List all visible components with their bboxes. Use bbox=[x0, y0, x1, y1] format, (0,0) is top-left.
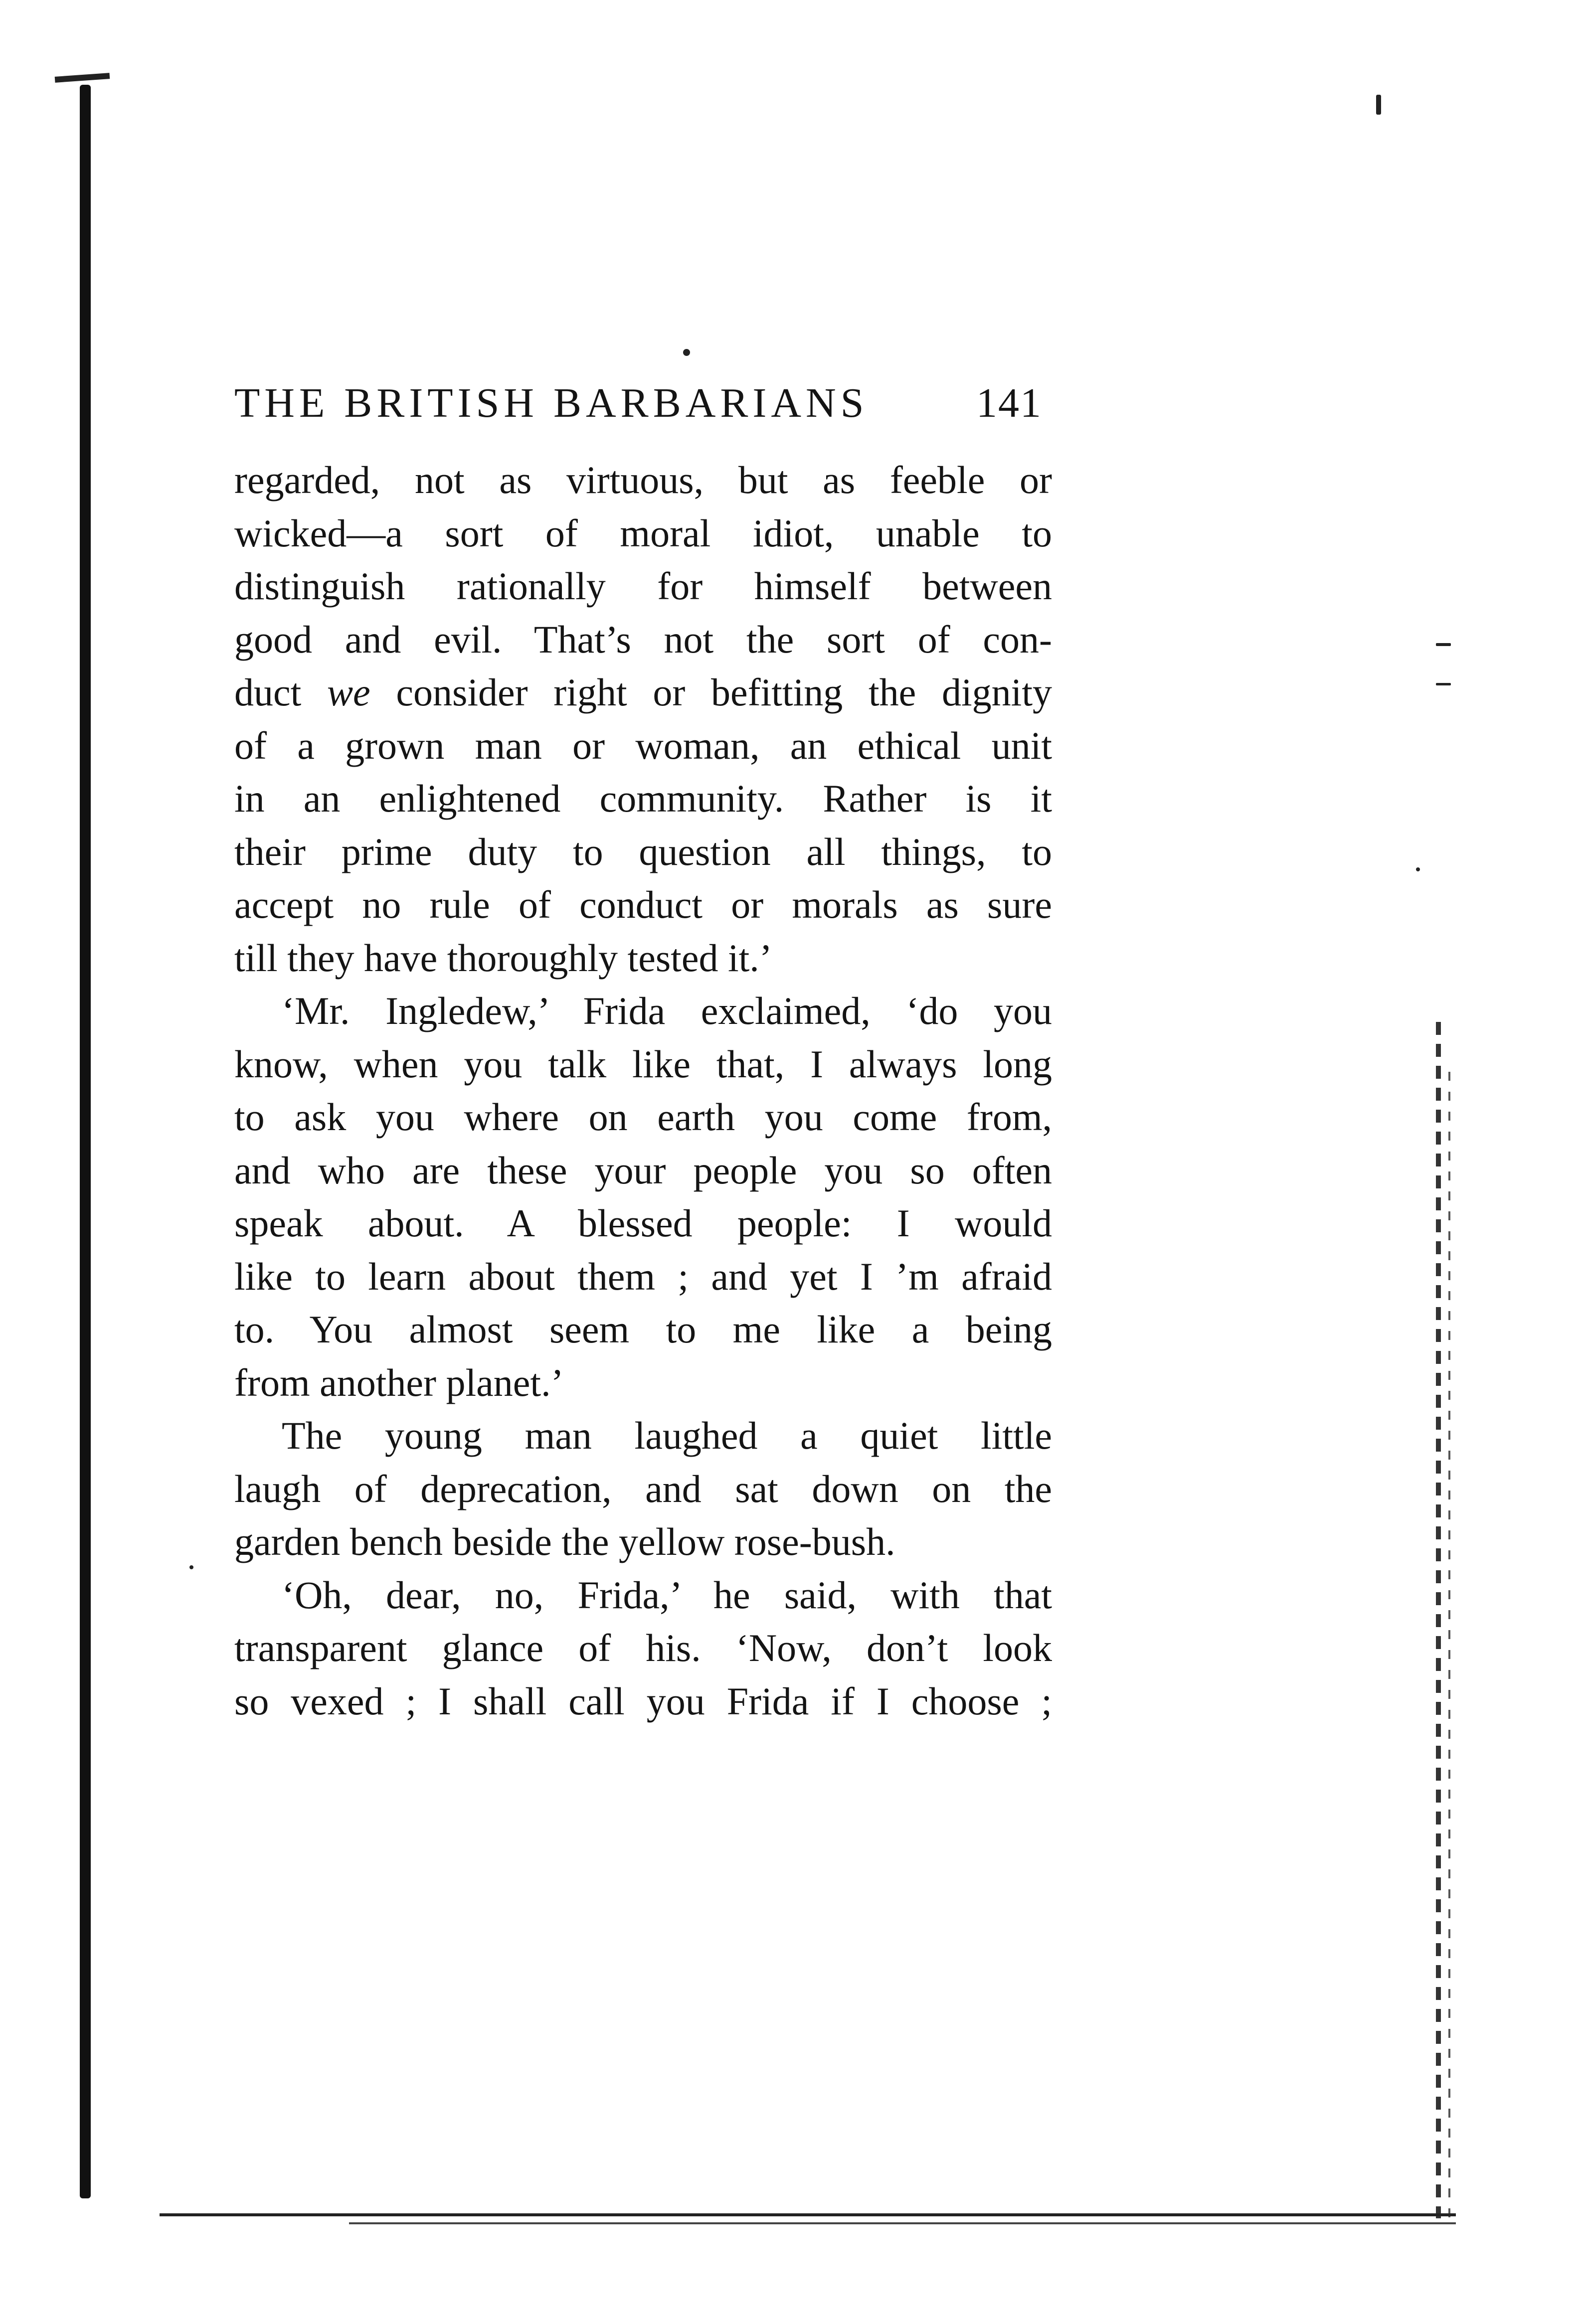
bottom-edge-rule bbox=[160, 2213, 1456, 2216]
text-line: wicked—a sort of moral idiot, unable to bbox=[234, 511, 1052, 555]
scan-speck bbox=[1436, 683, 1451, 685]
page-number: 141 bbox=[976, 380, 1042, 426]
text-line: their prime duty to question all things, to bbox=[234, 830, 1052, 873]
text-line: laugh of deprecation, and sat down on the bbox=[234, 1467, 1052, 1510]
text-line: know, when you talk like that, I always long bbox=[234, 1042, 1052, 1086]
body-text bbox=[234, 454, 1052, 1728]
text-fragment: duct bbox=[234, 670, 302, 714]
binding-edge-mark bbox=[55, 73, 110, 83]
text-line: and who are these your people you so often bbox=[234, 1148, 1052, 1192]
running-head bbox=[234, 379, 1042, 427]
text-line: transparent glance of his. ‘Now, don’t look bbox=[234, 1626, 1052, 1669]
scan-speck bbox=[189, 1565, 193, 1569]
text-line: distinguish rationally for himself between bbox=[234, 564, 1052, 608]
text-line: of a grown man or woman, an ethical unit bbox=[234, 723, 1052, 767]
binding-edge-rule bbox=[80, 85, 91, 2198]
text-line: good and evil. That’s not the sort of con- bbox=[234, 617, 1052, 661]
text-line: from another planet.’ bbox=[234, 1360, 564, 1404]
text-line: speak about. A blessed people: I would bbox=[234, 1201, 1052, 1245]
text-line: regarded, not as virtuous, but as feeble or bbox=[234, 458, 1052, 501]
running-head-title: THE BRITISH BARBARIANS bbox=[234, 380, 869, 426]
text-line: to ask you where on earth you come from, bbox=[234, 1095, 1052, 1139]
text-line: to. You almost seem to me like a being bbox=[234, 1308, 1052, 1351]
scan-speck bbox=[683, 349, 690, 356]
text-line: garden bench beside the yellow rose-bush. bbox=[234, 1520, 895, 1563]
page-edge-artifact-secondary bbox=[1448, 1072, 1450, 2218]
bottom-edge-rule-secondary bbox=[349, 2222, 1456, 2224]
scan-speck bbox=[1436, 643, 1451, 646]
text-line bbox=[234, 666, 1052, 719]
text-line: till they have thoroughly tested it.’ bbox=[234, 936, 772, 980]
page-edge-artifact bbox=[1436, 1022, 1441, 2218]
text-line: ‘Oh, dear, no, Frida,’ he said, with that bbox=[282, 1573, 1052, 1617]
text-line: in an enlightened community. Rather is it bbox=[234, 777, 1052, 820]
scan-speck bbox=[1416, 867, 1420, 871]
scan-speck bbox=[1376, 95, 1381, 115]
text-line: ‘Mr. Ingledew,’ Frida exclaimed, ‘do you bbox=[282, 989, 1052, 1032]
text-line: so vexed ; I shall call you Frida if I choose ; bbox=[234, 1679, 1052, 1723]
italic-word: we bbox=[327, 670, 370, 714]
text-line: like to learn about them ; and yet I ’m afraid bbox=[234, 1254, 1052, 1298]
text-line: The young man laughed a quiet little bbox=[282, 1414, 1052, 1457]
text-fragment: consider right or befitting the dignity bbox=[396, 670, 1052, 714]
text-line: accept no rule of conduct or morals as sure bbox=[234, 883, 1052, 926]
